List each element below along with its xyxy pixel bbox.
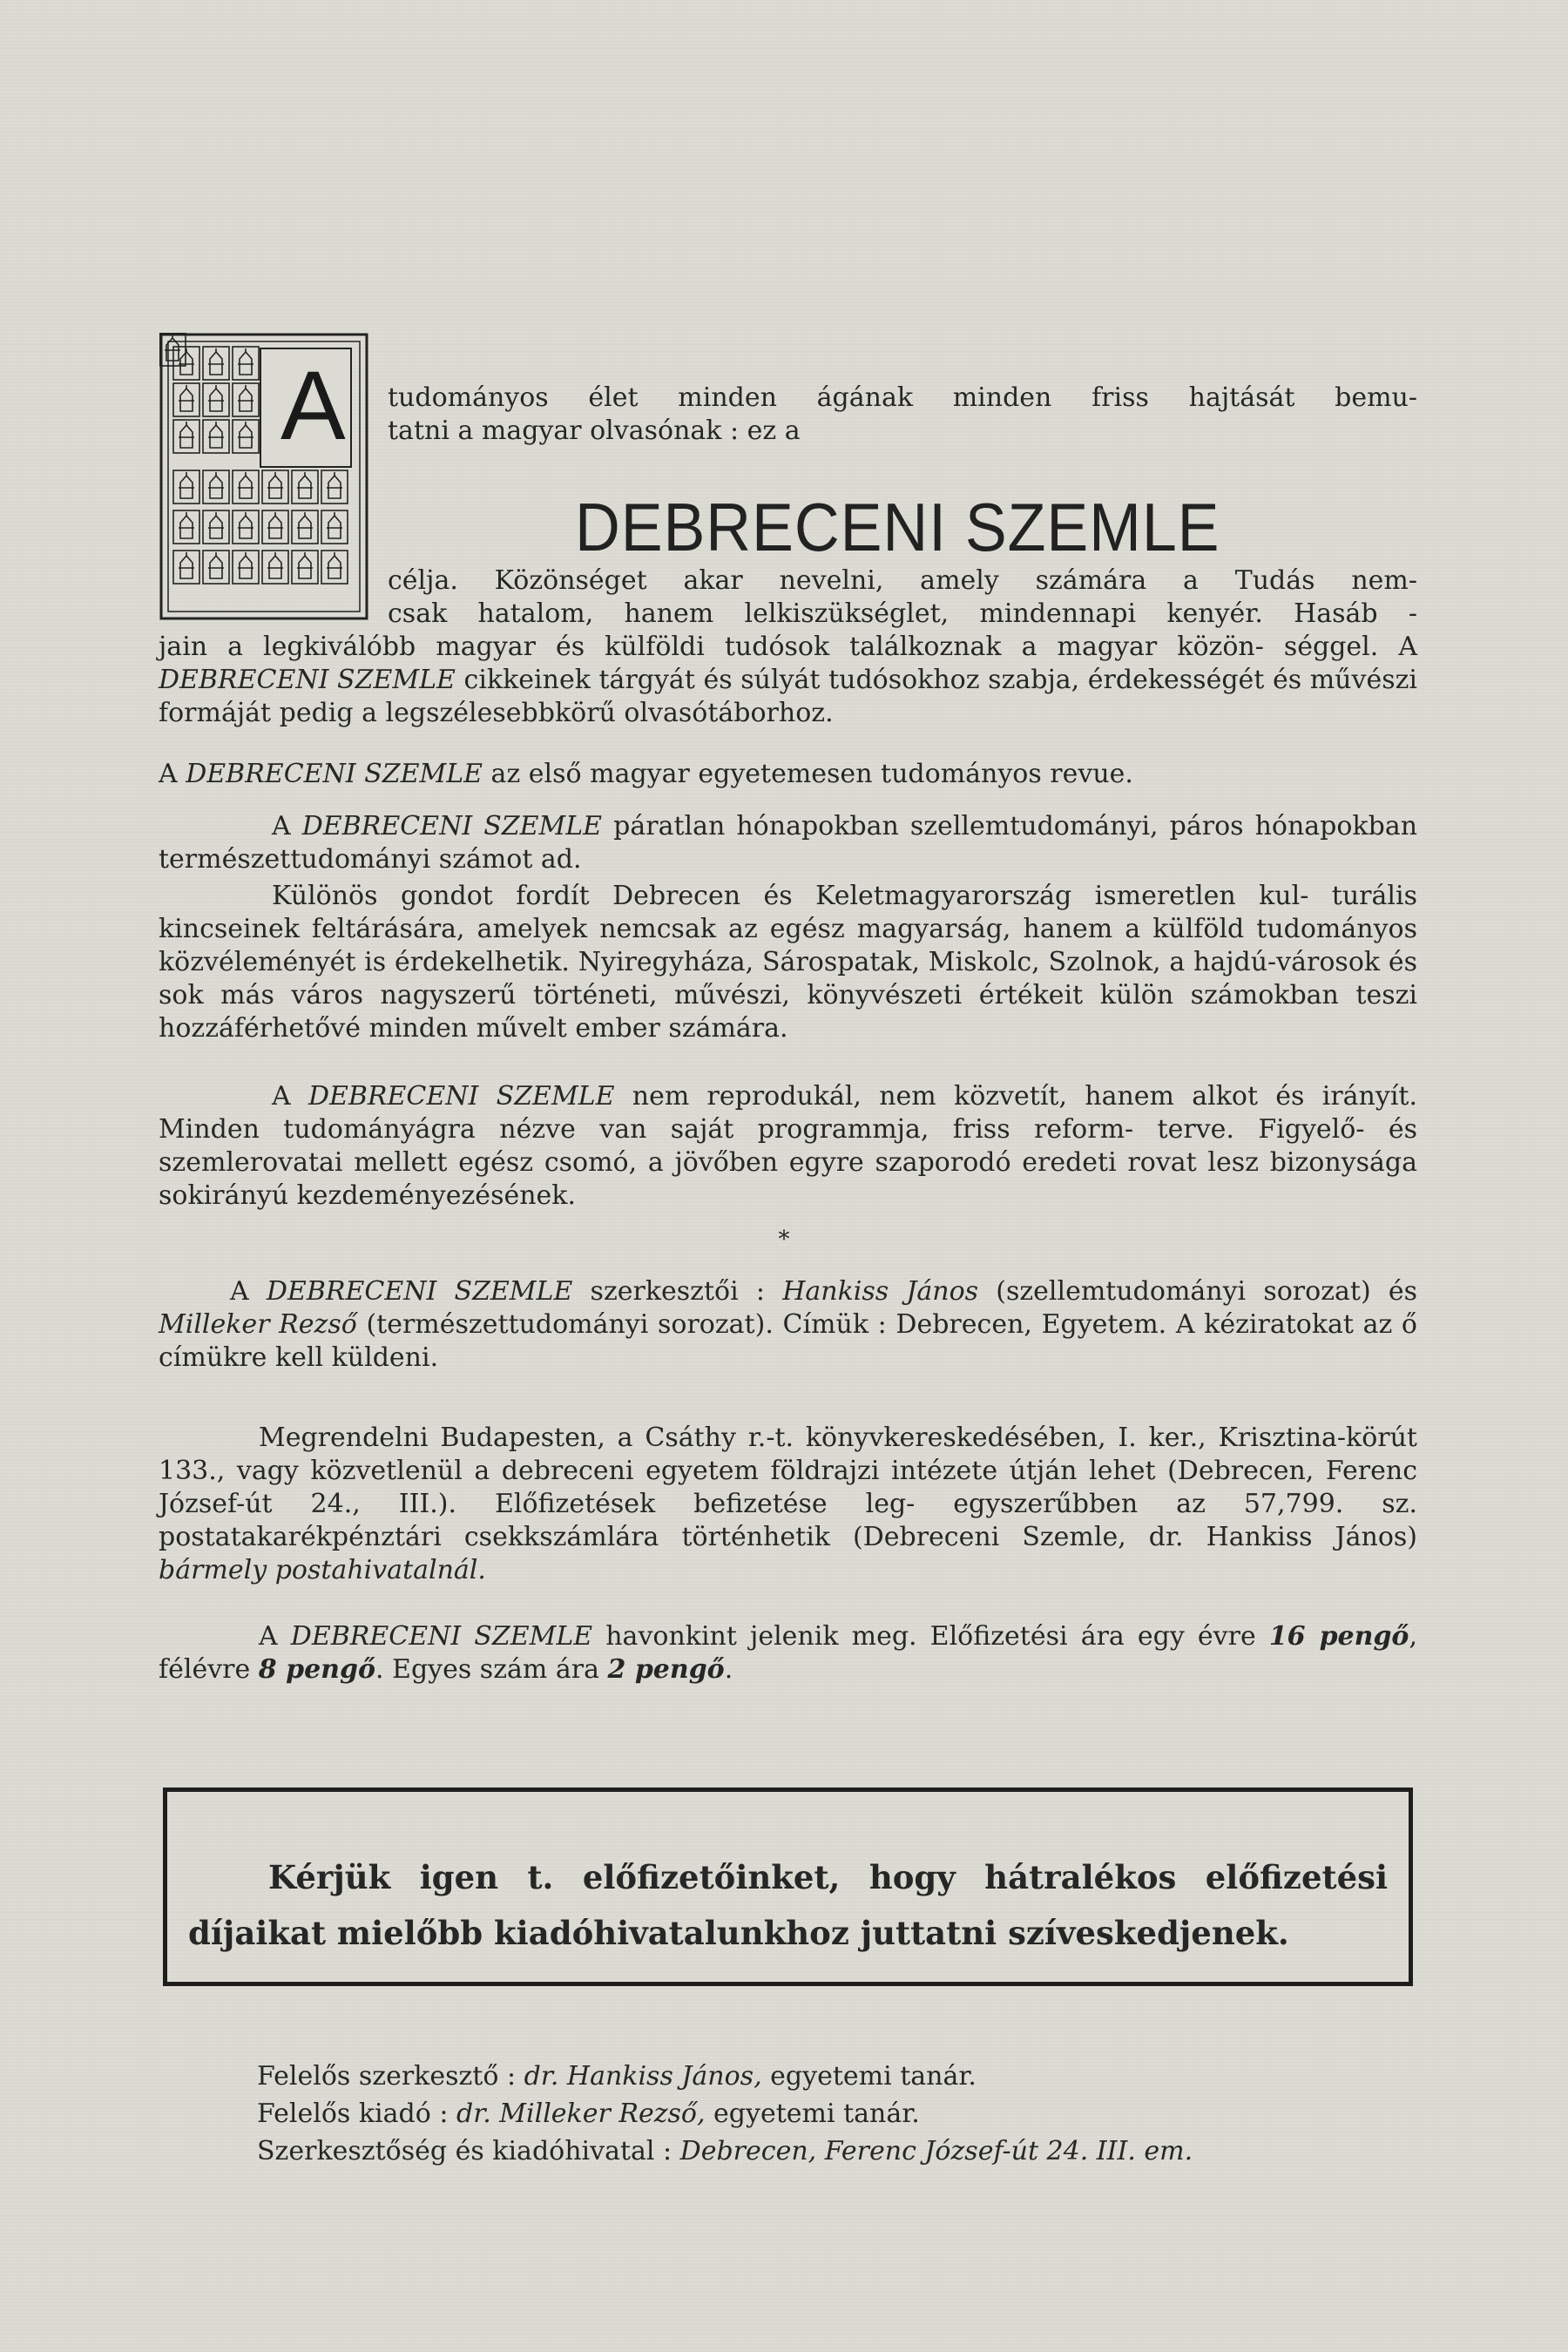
- paragraph-2: [159, 758, 1417, 791]
- para7-text-a: Megrendelni Budapesten, a Csáthy r.-t. könyvkereskedésében, I. ker., Krisztina-körút 133., vagy közvetlenül a debreceni egyetem földrajzi intézete útján lehet (Debrecen, Ferenc József-út 24., III.). Előfizetések befizetése leg- egyszerűbben az 57,799. sz. postatakarékpénztári csekkszámlára történhetik (Debreceni Szemle, dr. Hankiss János): [159, 1423, 1417, 1552]
- imprint-publisher-label: Felelős kiadó :: [257, 2099, 456, 2129]
- imprint-publisher-name: dr. Milleker Rezső,: [456, 2099, 706, 2129]
- journal-name: DEBRECENI SZEMLE: [186, 759, 483, 789]
- para5-text-b: nem reprodukál, nem közvetít, hanem alkot és irányít. Minden tudományágra nézve van saját programmja, friss reform- terve. Figyelő- és szemlerovatai mellett egész csomó, a jövőben egyre szaporodó eredeti rovat lesz bizonysága sokirányú kezdeményezésének.: [159, 1081, 1418, 1211]
- imprint-publisher: [257, 2095, 1193, 2132]
- para2-text-a: A: [159, 759, 186, 789]
- para5-text-a: A: [272, 1081, 308, 1112]
- separator-asterisk: *: [778, 1227, 790, 1253]
- para6-text-a: A: [230, 1276, 267, 1307]
- notice-box: [163, 1788, 1413, 1986]
- paragraph-7: [159, 1422, 1417, 1587]
- price-single: 2 pengő: [607, 1654, 725, 1685]
- imprint-office-address: Debrecen, Ferenc József-út 24. III. em.: [679, 2136, 1193, 2166]
- paragraph-8: [159, 1620, 1417, 1686]
- imprint-editor-role: egyetemi tanár.: [761, 2061, 977, 2092]
- para6-text-b: szerkesztői :: [572, 1276, 783, 1307]
- page-title: DEBRECENI SZEMLE: [575, 489, 1220, 565]
- para1-text-a: jain a legkiválóbb magyar és külföldi tudósok találkoznak a magyar közön- séggel. A: [159, 632, 1417, 662]
- para8-text-d: . Egyes szám ára: [375, 1654, 608, 1685]
- imprint-office: [257, 2132, 1193, 2170]
- para1-line-1: célja. Közönséget akar nevelni, amely számára a Tudás nem-: [388, 565, 1417, 596]
- initial-letter: A: [280, 351, 346, 460]
- price-half-year: 8 pengő: [258, 1654, 375, 1685]
- paragraph-5: [159, 1080, 1417, 1213]
- para7-italic: bármely postahivatalnál.: [159, 1555, 486, 1585]
- paragraph-4: Különös gondot fordít Debrecen és Keletmagyarország ismeretlen kul- turális kincseinek feltárására, amelyek nemcsak az egész magyarság, hanem a külföld tudományos közvéleményét is érdekelhetik. Nyiregyháza, Sárospatak, Miskolc, Szolnok, a hajdú-városok és sok más város nagyszerű történeti, művészi, könyvészeti értékeit külön számokban teszi hozzáférhetővé minden művelt ember számára.: [159, 881, 1417, 1044]
- intro-line-2: tatni a magyar olvasónak : ez a: [388, 416, 801, 446]
- para8-text-b: havonkint jelenik meg. Előfizetési ára egy évre: [592, 1621, 1269, 1652]
- paragraph-6: [159, 1275, 1417, 1375]
- para1-text-b: cikkeinek tárgyát és súlyát tudósokhoz szabja, érdekességét és művészi formáját pedig a legszélesebbkörű olvasótáborhoz.: [159, 665, 1418, 728]
- para1-body: [159, 631, 1417, 730]
- journal-name: DEBRECENI SZEMLE: [308, 1081, 615, 1112]
- imprint-publisher-role: egyetemi tanár.: [705, 2099, 920, 2129]
- paragraph-1: [159, 564, 1417, 730]
- paragraph-3: [159, 810, 1417, 876]
- para2-text-b: az első magyar egyetemesen tudományos revue.: [483, 759, 1133, 789]
- journal-name: DEBRECENI SZEMLE: [266, 1276, 573, 1307]
- para1-line-2: csak hatalom, hanem lelkiszükséglet, mindennapi kenyér. Hasáb -: [388, 598, 1417, 629]
- notice-line-1: Kérjük igen t. előfizetőinket, hogy hátralékos előfizetési: [268, 1858, 1388, 1896]
- para8-text-a: A: [259, 1621, 291, 1652]
- price-year: 16 pengő: [1268, 1621, 1409, 1652]
- editor-name-1: Hankiss János: [782, 1276, 979, 1307]
- editor-name-2: Milleker Rezső: [159, 1309, 357, 1340]
- imprint-editor-label: Felelős szerkesztő :: [257, 2061, 524, 2092]
- para8-text-e: .: [724, 1654, 733, 1685]
- para6-text-d: (természettudományi sorozat). Címük : Debrecen, Egyetem. A kéziratokat az ő címükre kell küldeni.: [159, 1309, 1417, 1373]
- journal-name: DEBRECENI SZEMLE: [290, 1621, 593, 1652]
- imprint-office-label: Szerkesztőség és kiadóhivatal :: [257, 2136, 680, 2166]
- journal-name: DEBRECENI SZEMLE: [159, 665, 456, 695]
- para3-text-b: páratlan hónapokban szellemtudományi, páros hónapokban természettudományi számot ad.: [159, 811, 1418, 875]
- journal-name: DEBRECENI SZEMLE: [301, 811, 603, 841]
- para6-text-c: (szellemtudományi sorozat) és: [978, 1276, 1417, 1307]
- imprint: [257, 2058, 1193, 2170]
- para8-text-c: , félévre: [159, 1621, 1417, 1685]
- notice-line-2: díjaikat mielőbb kiadóhivatalunkhoz juttatni szíveskedjenek.: [188, 1914, 1289, 1952]
- imprint-editor: [257, 2058, 1193, 2095]
- para3-text-a: A: [272, 811, 302, 841]
- imprint-editor-name: dr. Hankiss János,: [524, 2061, 762, 2092]
- intro-text: [388, 382, 1417, 448]
- intro-line-1: tudományos élet minden ágának minden friss hajtását bemu-: [388, 382, 1417, 413]
